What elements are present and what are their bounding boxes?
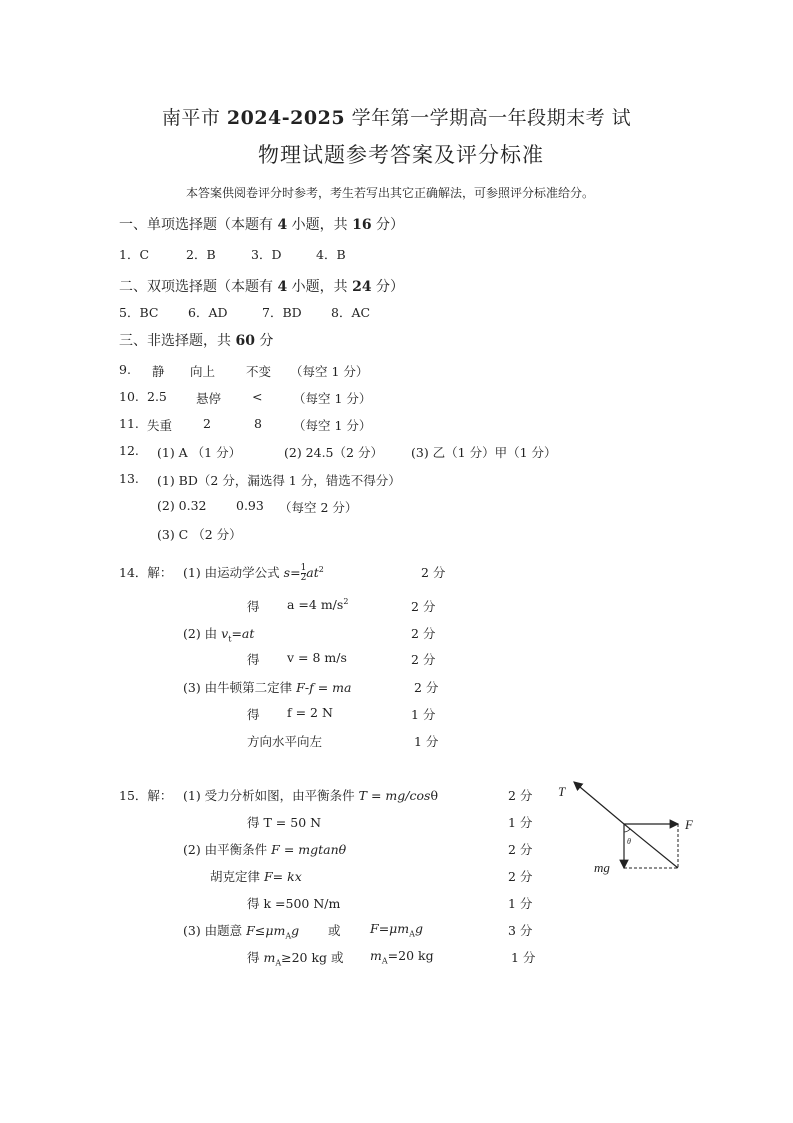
question-number: 9. bbox=[119, 362, 131, 377]
answer: (3) C （2 分） bbox=[157, 527, 242, 542]
answer: 2.5 bbox=[147, 389, 167, 404]
solution-label: 得 bbox=[247, 707, 260, 722]
answer: 7．BD bbox=[262, 305, 302, 320]
score: 2 分 bbox=[411, 626, 436, 641]
score: 1 分 bbox=[511, 950, 536, 965]
solution-step: (2) 由 $v_t=at$ bbox=[183, 626, 255, 644]
answer: 不变 bbox=[246, 364, 272, 379]
solution-step: (2) 由平衡条件 F = mgtanθ bbox=[183, 842, 347, 857]
angle-arc bbox=[624, 829, 630, 832]
question-number: 10. bbox=[119, 389, 139, 404]
tension-vector bbox=[574, 782, 624, 824]
section2-title: 二、双项选择题（本题有 4 小题，共 24 分） bbox=[119, 279, 405, 295]
page-title: 南平市 2024-2025 学年第一学期高一年段期末考 试 bbox=[161, 107, 632, 129]
question-number: 11. bbox=[119, 416, 139, 431]
answer: (3) 乙（1 分）甲（1 分） bbox=[411, 445, 557, 460]
answer: (2) 24.5（2 分） bbox=[284, 445, 383, 460]
score: 1 分 bbox=[508, 815, 533, 830]
answer: 8．AC bbox=[331, 305, 371, 320]
question-number: 15．解： bbox=[119, 788, 173, 803]
answer: 4．B bbox=[316, 247, 346, 262]
label-theta: θ bbox=[627, 837, 631, 846]
solution-step: 得 $m_A\ge 20$ kg bbox=[247, 950, 328, 968]
score: 2 分 bbox=[411, 599, 436, 614]
solution-label: 得 bbox=[247, 599, 260, 614]
answer: (2) 0.32 bbox=[157, 498, 207, 513]
force-diagram bbox=[548, 772, 708, 882]
score: 2 分 bbox=[411, 652, 436, 667]
solution-step: 得 T = 50 N bbox=[247, 815, 322, 830]
solution-step: 得 k =500 N/m bbox=[247, 896, 341, 911]
solution-step: (1) 由运动学公式 s= $\frac{1}{2}$ $at^2$ bbox=[183, 563, 324, 583]
answer: (1) A （1 分） bbox=[157, 445, 242, 460]
page-subtitle: 物理试题参考答案及评分标准 bbox=[258, 143, 544, 167]
score: （每空 1 分） bbox=[293, 418, 372, 433]
answer: 2．B bbox=[186, 247, 216, 262]
grading-note: 本答案供阅卷评分时参考，考生若写出其它正确解法，可参照评分标准给分。 bbox=[186, 186, 595, 200]
score: 2 分 bbox=[508, 842, 533, 857]
score: 2 分 bbox=[508, 869, 533, 884]
answer: 失重 bbox=[147, 418, 173, 433]
solution-eq: $m_A=20$ kg bbox=[370, 948, 434, 966]
resultant-line bbox=[624, 824, 678, 868]
answer: 6．AD bbox=[188, 305, 228, 320]
score: （每空 1 分） bbox=[293, 391, 372, 406]
question-number: 12. bbox=[119, 443, 139, 458]
label-f: F bbox=[685, 817, 693, 832]
answer: 静 bbox=[152, 364, 165, 379]
score: 1 分 bbox=[508, 896, 533, 911]
solution-or: 或 bbox=[331, 950, 344, 965]
score: 2 分 bbox=[421, 565, 446, 580]
solution-step: (1) 受力分析如图，由平衡条件 T = mg/cosθ bbox=[183, 788, 438, 803]
answer: 0.93 bbox=[236, 498, 264, 513]
answer: 向上 bbox=[190, 364, 216, 379]
score: 3 分 bbox=[508, 923, 533, 938]
solution-step: (3) 由题意 $F\le\mu m_Ag$ bbox=[183, 923, 300, 941]
solution-label: 方向水平向左 bbox=[247, 734, 323, 749]
answer: 8 bbox=[254, 416, 262, 431]
score: 2 分 bbox=[414, 680, 439, 695]
score: 1 分 bbox=[411, 707, 436, 722]
solution-eq: f = 2 N bbox=[287, 705, 333, 720]
label-mg: mg bbox=[594, 860, 610, 875]
solution-eq: a =4 $m/s^2$ bbox=[287, 597, 349, 613]
answer: < bbox=[252, 389, 263, 404]
answer: 悬停 bbox=[196, 391, 222, 406]
solution-eq: v = 8 m/s bbox=[287, 650, 347, 665]
answer: 5．BC bbox=[119, 305, 159, 320]
solution-label: 得 bbox=[247, 652, 260, 667]
section1-title: 一、单项选择题（本题有 4 小题，共 16 分） bbox=[119, 217, 405, 233]
solution-or: 或 bbox=[328, 923, 341, 938]
solution-step: 胡克定律 F= kx bbox=[210, 869, 302, 884]
solution-step: (3) 由牛顿第二定律 F-f = ma bbox=[183, 680, 352, 695]
answer: 1．C bbox=[119, 247, 150, 262]
score: （每空 2 分） bbox=[279, 500, 358, 515]
question-number: 13. bbox=[119, 471, 139, 486]
score: （每空 1 分） bbox=[290, 364, 369, 379]
solution-eq: $F=\mu m_Ag$ bbox=[370, 921, 423, 939]
section3-title: 三、非选择题，共 60 分 bbox=[119, 333, 274, 349]
answer: 2 bbox=[203, 416, 211, 431]
answer: 3．D bbox=[251, 247, 282, 262]
answer: (1) BD（2 分，漏选得 1 分，错选不得分） bbox=[157, 473, 401, 488]
score: 1 分 bbox=[414, 734, 439, 749]
question-number: 14．解： bbox=[119, 565, 173, 580]
score: 2 分 bbox=[508, 788, 533, 803]
label-t: T bbox=[558, 784, 566, 799]
